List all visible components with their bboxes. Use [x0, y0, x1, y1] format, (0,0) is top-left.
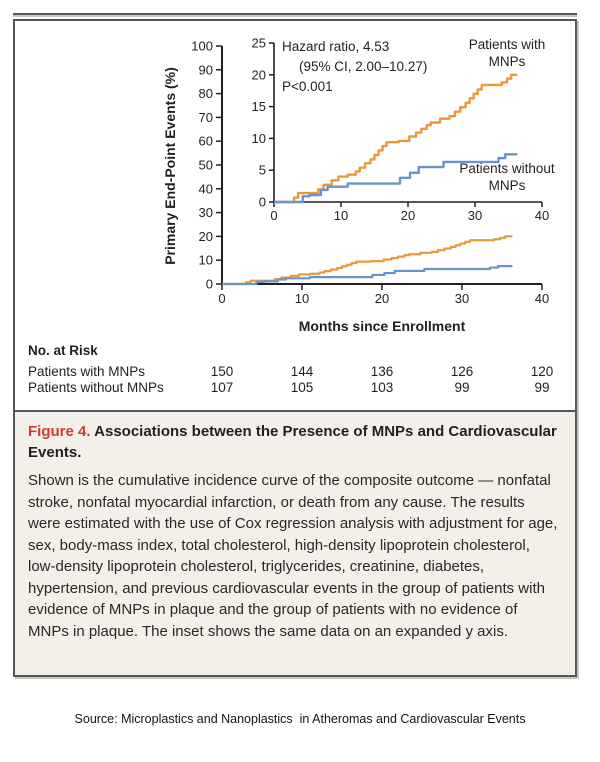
svg-text:20: 20	[400, 208, 416, 223]
hazard-line-3: P<0.001	[282, 79, 333, 94]
top-rule	[13, 13, 577, 15]
svg-text:0: 0	[205, 276, 213, 292]
risk-count: 136	[370, 364, 394, 379]
svg-text:30: 30	[467, 208, 483, 223]
series-label-without-mnps: Patients without MNPs	[459, 161, 555, 193]
figure-box	[13, 19, 577, 677]
svg-text:5: 5	[258, 162, 266, 178]
y-axis-title: Primary End-Point Events (%)	[162, 67, 178, 265]
risk-row-label-without-mnps: Patients without MNPs	[28, 379, 164, 395]
chart-area	[15, 21, 575, 410]
svg-text:50: 50	[198, 157, 213, 173]
source-line: Source: Microplastics and Nanoplastics in Atheromas and Cardiovascular Events	[74, 712, 526, 726]
x-axis-title: Months since Enrollment	[298, 318, 466, 334]
svg-text:10: 10	[333, 208, 349, 223]
risk-count: 150	[210, 364, 234, 379]
svg-text:40: 40	[534, 208, 550, 223]
risk-count: 126	[450, 364, 474, 379]
hazard-line-1: Hazard ratio, 4.53	[282, 39, 390, 54]
svg-text:40: 40	[198, 181, 213, 197]
caption-title-text: Associations between the Presence of MNPs and Cardiovascular Events.	[28, 423, 557, 461]
hazard-ratio-annotation	[282, 37, 427, 97]
risk-count: 103	[370, 379, 394, 395]
svg-text:15: 15	[251, 99, 266, 115]
svg-text:30: 30	[454, 291, 470, 306]
risk-count: 107	[210, 379, 234, 395]
risk-row-label-with-mnps: Patients with MNPs	[28, 364, 146, 379]
risk-count: 120	[530, 364, 554, 379]
svg-text:10: 10	[251, 130, 266, 146]
risk-count: 99	[454, 379, 470, 395]
risk-count: 99	[534, 379, 550, 395]
caption-area	[15, 410, 575, 675]
figure-number-label: Figure 4.	[28, 423, 91, 440]
series-label-with-mnps: Patients with MNPs	[468, 37, 546, 69]
svg-text:10: 10	[198, 252, 213, 268]
svg-text:60: 60	[198, 133, 213, 149]
risk-table-header: No. at Risk	[28, 343, 98, 358]
svg-text:0: 0	[270, 208, 278, 223]
hazard-line-2: (95% CI, 2.00–10.27)	[299, 59, 428, 74]
svg-text:20: 20	[251, 67, 266, 83]
svg-text:40: 40	[534, 291, 550, 306]
risk-count: 144	[290, 364, 314, 379]
risk-count: 105	[290, 379, 314, 395]
caption-body: Shown is the cumulative incidence curve of the composite outcome — nonfatal stroke, nonfatal myocardial infarction, or death from any cause. The results were estimated with the use of Cox regression analysis with adjustment for age, sex, body-mass index, total cholesterol, high-density lipoprotein cholesterol, low-density lipoprotein cholesterol, triglycerides, creatinine, diabetes, hypertension, and previous cardiovascular events in the group of patients with evidence of MNPs in plaque and the group of patients with no evidence of MNPs in plaque. The inset shows the same data on an expanded y axis.	[28, 472, 558, 640]
svg-text:20: 20	[374, 291, 390, 306]
svg-text:20: 20	[198, 228, 213, 244]
svg-text:100: 100	[191, 38, 213, 54]
svg-text:30: 30	[198, 205, 213, 221]
svg-text:0: 0	[258, 194, 266, 210]
svg-text:70: 70	[198, 109, 213, 125]
svg-text:10: 10	[294, 291, 310, 306]
caption-title	[28, 421, 561, 463]
svg-text:0: 0	[218, 291, 226, 306]
svg-text:80: 80	[198, 86, 213, 102]
svg-text:25: 25	[251, 35, 266, 51]
svg-text:90: 90	[198, 62, 213, 78]
